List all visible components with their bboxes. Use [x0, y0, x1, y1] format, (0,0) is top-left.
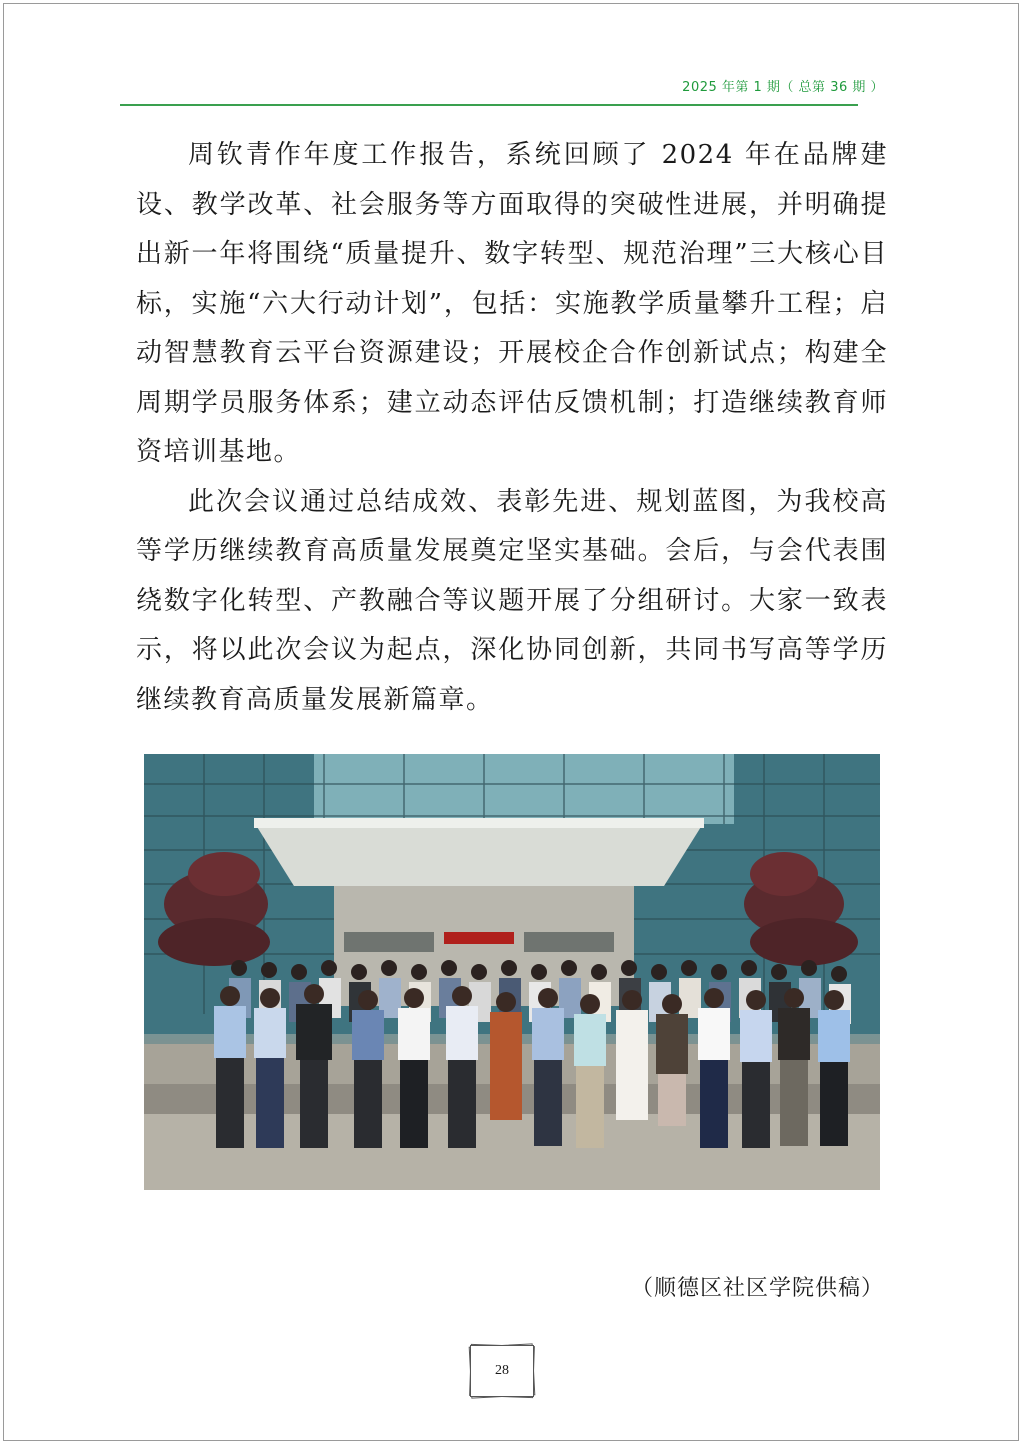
paragraph-2: 此次会议通过总结成效、表彰先进、规划蓝图，为我校高等学历继续教育高质量发展奠定坚实基础。会后，与会代表围绕数字化转型、产教融合等议题开展了分组研讨。大家一致表示，将以此次会议为起点，深化协同创新，共同书写高等学历继续教育高质量发展新篇章。 — [136, 486, 888, 715]
page-number-badge — [470, 1345, 534, 1397]
page-number: 28 — [495, 1363, 509, 1378]
group-photo-illustration — [144, 754, 880, 1190]
article-credit: （顺德区社区学院供稿） — [630, 1276, 884, 1301]
paragraph-1: 周钦青作年度工作报告，系统回顾了 2024 年在品牌建设、教学改革、社会服务等方面取得的突破性进展，并明确提出新一年将围绕“质量提升、数字转型、规范治理”三大核心目标，实施“六大行动计划”，包括：实施教学质量攀升工程；启动智慧教育云平台资源建设；开展校企合作创新试点；构建全周期学员服务体系；建立动态评估反馈机制；打造继续教育师资培训基地。 — [136, 140, 888, 467]
issue-header: 2025 年第 1 期（ 总第 36 期 ） — [682, 80, 884, 95]
article-body — [136, 131, 888, 725]
header-divider — [120, 104, 858, 106]
group-photo — [144, 754, 880, 1190]
